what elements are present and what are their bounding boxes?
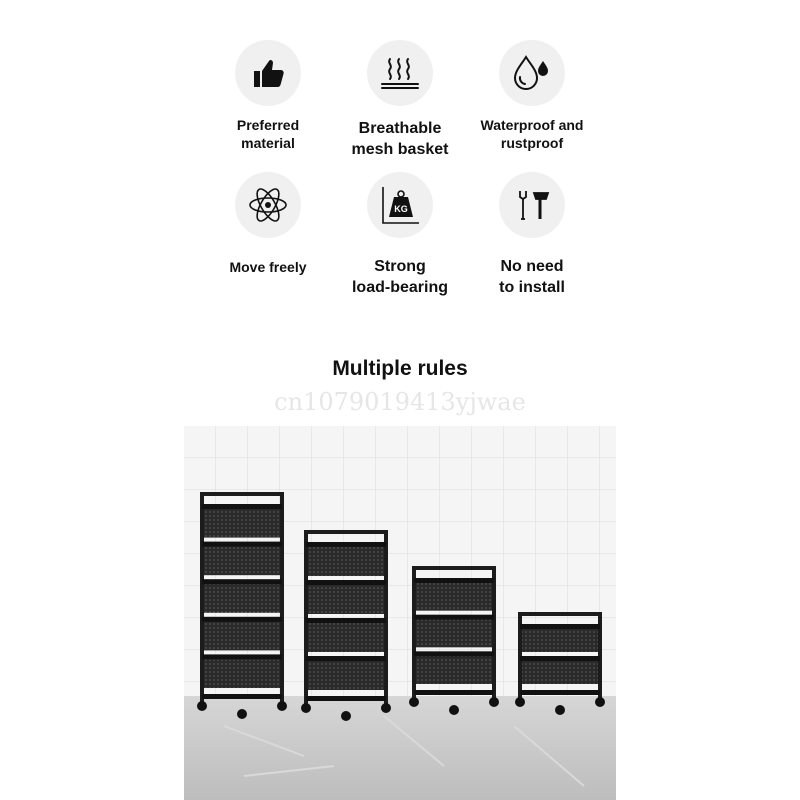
feature-label-line1: Breathable (358, 120, 442, 137)
feature-label-line1: Move freely (229, 259, 307, 275)
water-drops-icon (499, 40, 565, 106)
feature-load-bearing (325, 172, 475, 298)
feature-label-line1: Waterproof and (480, 117, 584, 133)
rack-3 (409, 566, 499, 715)
tools-icon (499, 172, 565, 238)
feature-preferred-material (193, 40, 343, 152)
feature-move-freely (193, 172, 343, 276)
feature-label-line1: No need (500, 258, 564, 275)
feature-waterproof (457, 40, 607, 152)
feature-label-line1: Preferred (236, 117, 300, 133)
thumbs-up-icon (235, 40, 301, 106)
feature-label-line1: Strong (374, 258, 426, 275)
section-title: Multiple rules (332, 357, 468, 380)
rack-1 (197, 492, 287, 719)
atom-icon (235, 172, 301, 238)
weight-kg-icon (367, 172, 433, 238)
feature-label-line2: load-bearing (351, 279, 448, 296)
feature-no-install (457, 172, 607, 298)
feature-label-line2: material (241, 135, 295, 151)
product-photo (184, 426, 616, 800)
feature-breathable-mesh (325, 40, 475, 160)
feature-label-line2: rustproof (500, 135, 564, 151)
watermark-text: cn1079019413yjwae (274, 388, 526, 416)
kg-text: KG (394, 204, 408, 214)
heat-waves-icon (367, 40, 433, 106)
feature-label-line2: mesh basket (351, 141, 449, 158)
feature-label-line2: to install (499, 279, 565, 296)
